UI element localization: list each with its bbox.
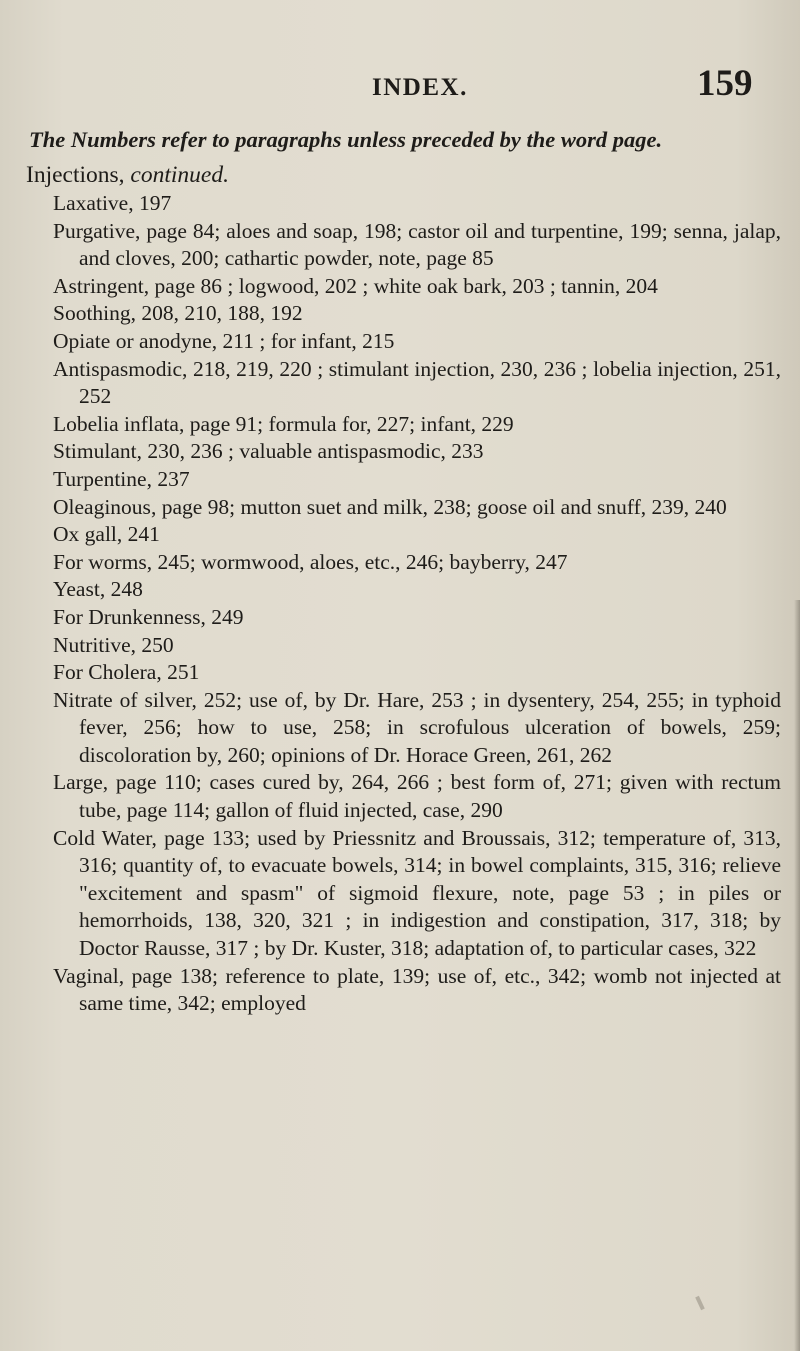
index-entry-term: Nitrate of silver	[53, 687, 192, 712]
running-head	[0, 62, 800, 112]
index-entry-term: For worms	[53, 549, 147, 574]
ink-mark	[695, 1296, 705, 1310]
index-entry-term: Lobelia inflata	[53, 411, 179, 436]
index-entry-term: For Cholera	[53, 660, 157, 685]
index-entry	[26, 632, 781, 660]
section-heading	[26, 160, 781, 190]
index-entry-references: , 251	[156, 660, 200, 685]
index-entry-term: Astringent	[53, 273, 144, 298]
index-entry-references: , 197	[128, 191, 172, 215]
index-entry-references: , page 98; mutton suet and milk, 238; goose oil and snuff, 239, 240	[150, 494, 727, 519]
index-entry-term: Nutritive	[53, 632, 131, 657]
index-section-injections	[26, 160, 781, 1018]
index-entry	[26, 521, 781, 549]
index-entry-term: Large	[53, 770, 103, 795]
index-entry	[26, 549, 781, 577]
index-entry	[26, 769, 781, 824]
index-entry-term: Turpentine	[53, 466, 147, 491]
index-entry	[26, 438, 781, 466]
index-entry-references: , 250	[130, 632, 174, 657]
running-title: INDEX.	[372, 74, 468, 101]
index-entry-term: Cold Water	[53, 825, 152, 850]
index-entry	[26, 659, 781, 687]
index-entry	[26, 218, 781, 273]
index-entry	[26, 494, 781, 522]
index-entry	[26, 825, 781, 963]
index-entry	[26, 328, 781, 356]
index-entry-references: , page 138; reference to plate, 139; use of, etc., 342; womb not injected at same time, 342; employed	[79, 963, 781, 1016]
index-entry-term: For Drunkenness	[53, 604, 201, 629]
index-entry-term: Ox gall	[53, 522, 117, 547]
section-heading-term: Injections,	[26, 162, 125, 188]
index-entry-term: Antispasmodic	[53, 356, 182, 381]
page-edge-shadow	[794, 600, 800, 1351]
index-entry-term: Purgative	[53, 218, 136, 243]
index-entry-term: Soothing	[53, 301, 131, 326]
index-entry	[26, 604, 781, 632]
index-entry-references: , 252; use of, by Dr. Hare, 253 ; in dysentery, 254, 255; in typhoid fever, 256; how to use, 258; in scrofulous ulceration of bowels, 259; discoloration by, 260; opinions of Dr. Horace Green, 261, 262	[79, 687, 781, 767]
index-entry-term: Stimulant	[53, 439, 137, 464]
page-number: 159	[697, 63, 753, 104]
index-entry-term: Yeast	[53, 577, 100, 602]
index-entry	[26, 687, 781, 770]
index-entry	[26, 411, 781, 439]
index-entry-term: Oleaginous	[53, 494, 151, 519]
index-entry-references: , page 133; used by Priessnitz and Broussais, 312; temperature of, 313, 316; quantity of, to evacuate bowels, 314; in bowel complaints, 315, 316; relieve "excitement and spasm" of sigmoid flexure, note, page 53 ; in piles or hemorrhoids, 138, 320, 321 ; in indigestion and constipation, 317, 318; by Doctor Rausse, 317 ; by Dr. Kuster, 318; adaptation of, to particular cases, 322	[79, 825, 781, 961]
index-entry-references: , page 91; formula for, 227; infant, 229	[178, 411, 514, 436]
index-entry	[26, 576, 781, 604]
index-entry-references: , 241	[116, 522, 160, 547]
index-entry	[26, 466, 781, 494]
index-note: The Numbers refer to paragraphs unless preceded by the word page.	[29, 127, 663, 152]
index-entry-term: Opiate	[53, 328, 111, 353]
index-entry-references: , 248	[99, 577, 143, 602]
index-entry-references: , 245; wormwood, aloes, etc., 246; bayberry, 247	[146, 549, 568, 574]
index-entry-references: , page 86 ; logwood, 202 ; white oak bark, 203 ; tannin, 204	[143, 273, 658, 298]
index-entry-references: , 208, 210, 188, 192	[130, 301, 303, 326]
index-entry-term: Vaginal	[53, 963, 119, 988]
index-entry-references: , page 84; aloes and soap, 198; castor oil and turpentine, 199; senna, jalap, and cloves, 200; cathartic powder, note, page 85	[79, 218, 781, 271]
index-entries	[26, 190, 781, 1018]
index-entry	[26, 356, 781, 411]
index-entry-references: , 218, 219, 220 ; stimulant injection, 230, 236 ; lobelia injection, 251, 252	[79, 356, 781, 409]
index-entry-references: or anodyne, 211 ; for infant, 215	[110, 328, 395, 353]
index-entry-references: , 237	[146, 466, 190, 491]
index-entry-references: , 249	[200, 604, 244, 629]
index-entry	[26, 273, 781, 301]
index-entry	[26, 300, 781, 328]
index-entry-references: , page 110; cases cured by, 264, 266 ; best form of, 271; given with rectum tube, page 114; gallon of fluid injected, case, 290	[79, 770, 781, 823]
index-entry	[26, 190, 781, 218]
section-heading-continued: continued.	[130, 162, 229, 188]
index-entry-references: , 230, 236 ; valuable antispasmodic, 233	[136, 439, 484, 464]
index-entry-term: Laxative	[53, 191, 129, 215]
index-entry	[26, 963, 781, 1018]
